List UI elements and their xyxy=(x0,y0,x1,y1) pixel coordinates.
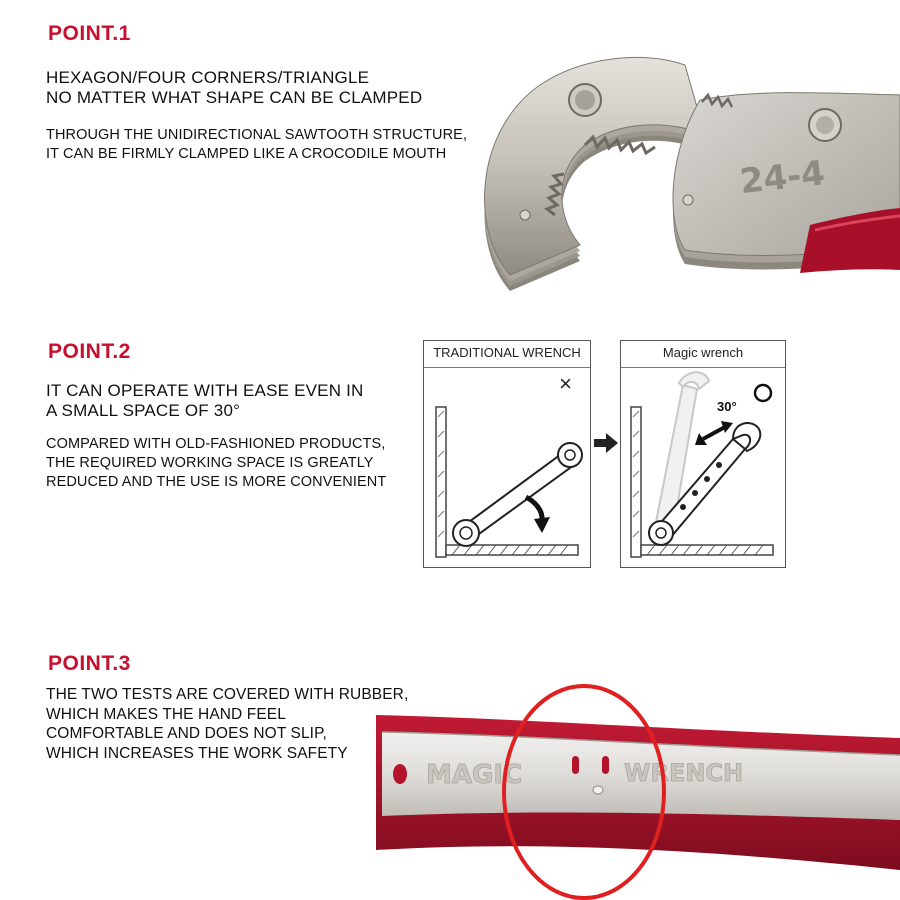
point-2-body-line: COMPARED WITH OLD-FASHIONED PRODUCTS, xyxy=(46,436,386,452)
angle-label: 30° xyxy=(717,399,737,414)
wrench-jaw-photo xyxy=(470,40,900,310)
point-2-headline-line: IT CAN OPERATE WITH EASE EVEN IN xyxy=(46,381,364,400)
point-1-body xyxy=(46,126,467,164)
point-2-body xyxy=(46,435,386,492)
magic-wrench-panel xyxy=(620,340,786,568)
point-1-headline-line: HEXAGON/FOUR CORNERS/TRIANGLE xyxy=(46,68,370,87)
handle-text-magic: MAGIC xyxy=(426,760,523,790)
point-1-title: POINT.1 xyxy=(48,22,131,45)
point-2-title: POINT.2 xyxy=(48,340,131,363)
magic-wrench-illustration xyxy=(621,367,785,567)
point-1-headline-line: NO MATTER WHAT SHAPE CAN BE CLAMPED xyxy=(46,88,423,107)
point-2-headline xyxy=(46,381,364,421)
point-3-body xyxy=(46,685,408,763)
magic-wrench-label: Magic wrench xyxy=(662,345,744,360)
point-3-body-line: COMFORTABLE AND DOES NOT SLIP, xyxy=(46,725,327,742)
point-2-headline-line: A SMALL SPACE OF 30° xyxy=(46,401,241,420)
point-3-body-line: WHICH MAKES THE HAND FEEL xyxy=(46,705,286,723)
point-3-body-line: THE TWO TESTS ARE COVERED WITH RUBBER, xyxy=(46,686,409,703)
wrench-handle-photo xyxy=(372,660,900,900)
point-1-body-line: THROUGH THE UNIDIRECTIONAL SAWTOOTH STRUCTURE, xyxy=(46,127,468,143)
traditional-wrench-panel xyxy=(423,340,591,568)
point-3-title: POINT.3 xyxy=(48,652,131,675)
arrow-right-icon xyxy=(594,433,618,453)
point-3-body-line: WHICH INCREASES THE WORK SAFETY xyxy=(46,744,348,762)
circle-mark-icon xyxy=(755,385,771,401)
point-1-headline xyxy=(46,68,422,108)
point-1-body-line: IT CAN BE FIRMLY CLAMPED LIKE A CROCODILE MOUTH xyxy=(46,146,447,162)
handle-text-wrench: WRENCH xyxy=(624,759,744,787)
point-2-body-line: THE REQUIRED WORKING SPACE IS GREATLY xyxy=(46,455,374,471)
traditional-wrench-illustration xyxy=(424,367,590,567)
cross-mark-icon: × xyxy=(559,371,572,396)
traditional-wrench-label: TRADITIONAL WRENCH xyxy=(433,345,581,360)
wrench-size-text: 24-4 xyxy=(737,153,827,203)
point-2-body-line: REDUCED AND THE USE IS MORE CONVENIENT xyxy=(46,474,387,490)
